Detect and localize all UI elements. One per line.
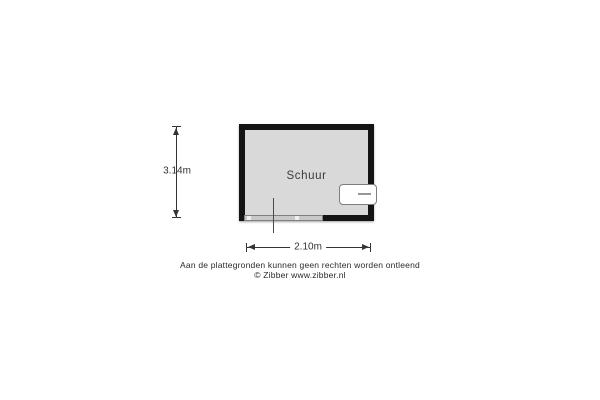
horizontal-dimension-label: 2.10m: [290, 242, 326, 253]
door-leaf-line: [273, 198, 274, 233]
room-schuur-walls: [239, 124, 374, 221]
dimension-end-cap: [246, 243, 247, 252]
disclaimer-text: Aan de plattegronden kunnen geen rechten worden ontleend: [180, 260, 420, 270]
door-window-opening: [244, 215, 323, 221]
wall-fixture-icon: [339, 184, 377, 205]
dimension-end-cap: [370, 243, 371, 252]
arrow-down-icon: [173, 210, 179, 217]
opening-frame-gap: [247, 216, 251, 220]
vertical-dimension-label: 3.14m: [163, 165, 191, 177]
room-label: Schuur: [286, 170, 327, 182]
arrow-left-icon: [248, 244, 255, 250]
copyright-text: © Zibber www.zibber.nl: [254, 270, 346, 280]
fixture-faucet-mark: [358, 193, 371, 195]
arrow-up-icon: [173, 128, 179, 135]
dimension-end-cap: [172, 126, 181, 127]
opening-frame-gap: [295, 216, 299, 220]
dimension-end-cap: [172, 217, 181, 218]
arrow-right-icon: [362, 244, 369, 250]
